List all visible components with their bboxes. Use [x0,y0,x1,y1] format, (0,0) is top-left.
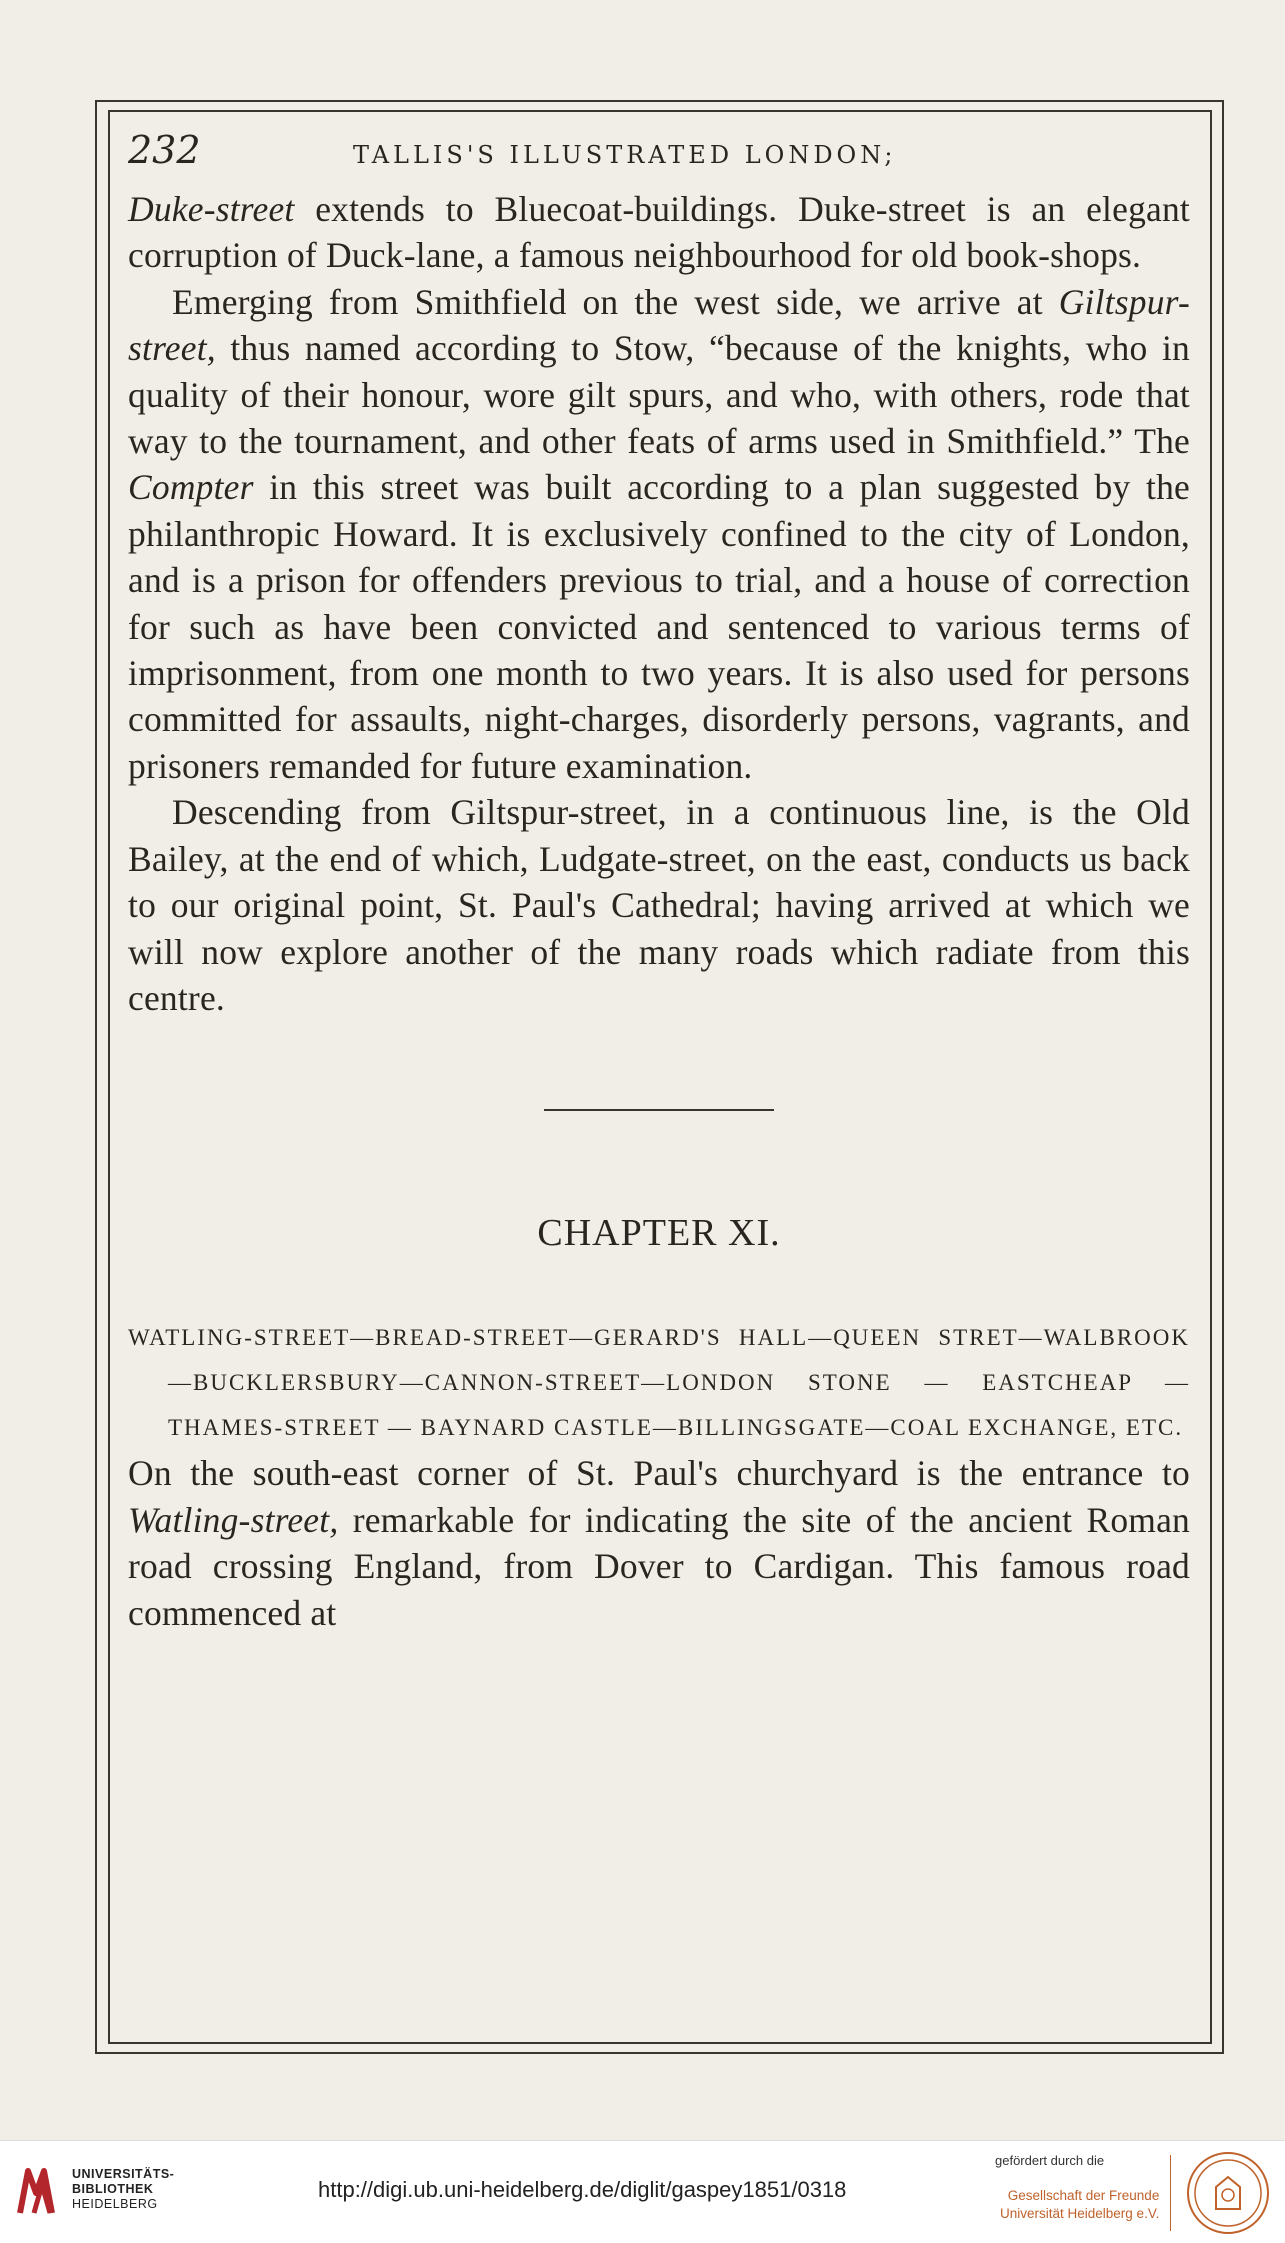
university-library-logo-icon [14,2163,66,2219]
paragraph-text: Emerging from Smithfield on the west side, we arrive at [172,281,1059,322]
library-name-line: BIBLIOTHEK [72,2182,154,2196]
italic-term: Giltspur-street, [128,281,1190,369]
society-name-line: Universität Heidelberg e.V. [1000,2206,1160,2221]
paragraph-text: remarkable for indicating the site of the ancient Roman road crossing England, from Dover to Cardigan. This famous road commenced at [128,1499,1190,1633]
university-library-name [72,2167,174,2212]
paragraph-text: On the south-east corner of St. Paul's churchyard is the entrance to [128,1453,1190,1494]
university-seal-icon [1186,2151,1270,2235]
paragraph-text: thus named according to Stow, “because of the knights, who in quality of their honour, wore gilt spurs, and who, with others, rode that way to the tournament, and other feats of arms used in Smithfield.” The [128,328,1190,462]
permalink-url[interactable]: http://digi.ub.uni-heidelberg.de/diglit/gaspey1851/0318 [318,2177,847,2202]
paragraph-duke-street [128,186,1190,279]
running-header [128,128,1190,186]
funded-by-label: gefördert durch die [995,2153,1105,2168]
paragraph-text: in this street was built according to a plan suggested by the philanthropic Howard. It is exclusively confined to the city of London, and is a prison for offenders previous to trial, and a house of correction for such as have been convicted and sentenced to various terms of imprisonment, from one month to two years. It is also used for persons committed for assaults, night-charges, disorderly persons, vagrants, and prisoners remanded for future examination. [128,467,1190,786]
society-name [1000,2187,1159,2223]
paragraph-giltspur-street [128,279,1190,789]
paragraph-watling-street [128,1450,1190,1636]
chapter-synopsis: WATLING-STREET—BREAD-STREET—GERARD'S HALL—QUEEN STRET—WALBROOK—BUCKLERSBURY—CANNON-STREET—LONDON STONE — EASTCHEAP — THAMES-STREET — BAYNARD CASTLE—BILLINGSGATE—COAL EXCHANGE, ETC. [128,1325,1190,1441]
italic-term: Compter [128,467,254,508]
chapter-title: CHAPTER XI. [537,1212,781,1255]
library-name-line: HEIDELBERG [72,2197,158,2211]
page-number: 232 [128,128,201,172]
digitization-footer [0,2140,1285,2243]
paragraph-text: Descending from Giltspur-street, in a continuous line, is the Old Bailey, at the end of which, Ludgate-street, on the east, conducts us back to our original point, St. Paul's Cathedral; having arrived at which we will now explore another of the many roads which radiate from this centre. [128,792,1190,1018]
page-content [128,128,1190,1636]
paragraph-text: extends to Bluecoat-buildings. Duke-street is an elegant corruption of Duck-lane, a famous neighbourhood for old book-shops. [128,189,1190,276]
italic-term: Watling-street, [128,1499,339,1540]
society-name-line: Gesellschaft der Freunde [1007,2188,1160,2203]
footer-divider [1170,2155,1171,2231]
library-name-line: UNIVERSITÄTS- [72,2167,175,2181]
section-divider [544,1109,774,1111]
running-title: TALLIS'S ILLUSTRATED LONDON; [353,141,897,169]
paragraph-old-bailey [128,789,1190,1021]
italic-term: Duke-street [128,189,295,229]
